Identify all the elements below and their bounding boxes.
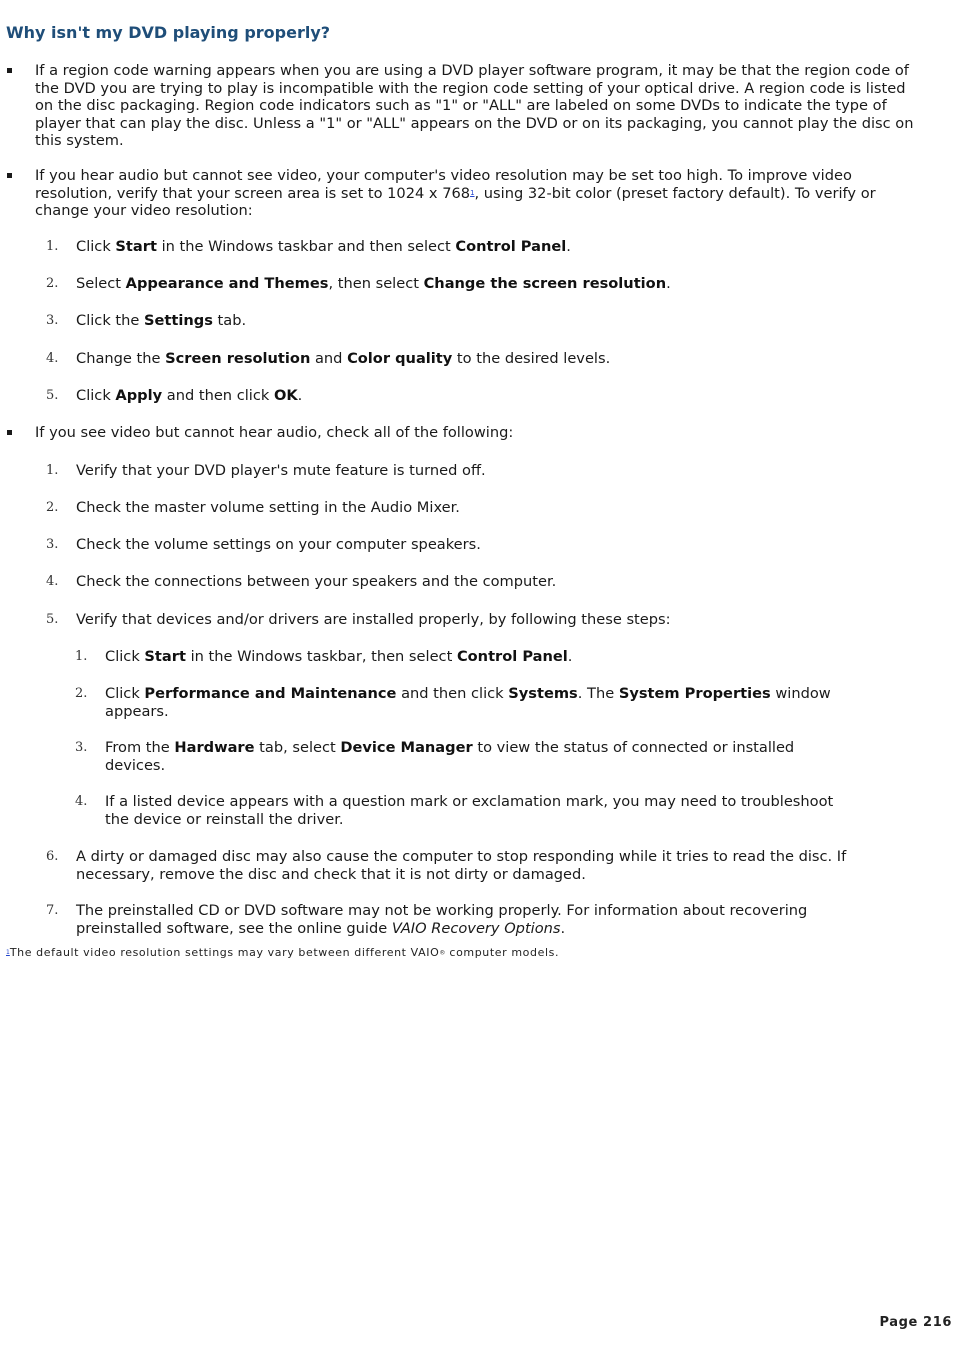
footnote-link[interactable]: 1 (470, 188, 475, 197)
bullet-marker (7, 68, 12, 73)
bullet-text: If a region code warning appears when you are using a DVD player software program, it may be that the region code of the DVD you are trying to play is incompatible with the region code setting of your optical drive. A region code is listed on the disc packaging. Region code indicators such as "1" or "ALL" are labeled on some DVDs to indicate the type of player that can play the disc. Unless a "1" or "ALL" appears on the DVD or on its packaging, you cannot play the disc on this system. (35, 62, 914, 149)
footnote: $^1$The default video resolution settings may vary between different VAIO® computer models. (6, 946, 560, 959)
bullet-marker (7, 173, 12, 178)
bullet-marker (7, 430, 12, 435)
footnote-marker-link[interactable]: 1 (6, 949, 10, 956)
page-number: Page 216 (879, 1315, 952, 1330)
bullet-text: If you hear audio but cannot see video, your computer's video resolution may be set too high. To improve video resolution, verify that your screen area is set to 1024 x $768^1$, using 32-bit color (preset factory default). To verify or change your video resolution: (35, 167, 876, 219)
document-page: Why isn't my DVD playing properly? If a region code warning appears when you are using a DVD player software program, it may be that the region code of the DVD you are trying to play is incompatible with the region code setting of your optical drive. A region code is listed on the disc packaging. Region code indicators such as "1" or "ALL" are labeled on some DVDs to indicate the type of player that can play the disc. Unless a "1" or "ALL" appears on the DVD or on its packaging, you cannot play the disc on this system. If you hear audio but cannot see video, your computer's video resolution may be set too high. To improve video resolution, verify that your screen area is set to 1024 x $768^1$, using 32-bit color (preset factory default). To verify or change your video resolution: 1. Click Start in the Windows taskbar and then select Control Panel. 2. Select Appearance and Themes, then select Change the screen resolution. 3. Click the Settings tab. 4. Change the Screen resolution and Color quality to the desired levels. 5. Click Apply and then click OK. If you see video but cannot hear audio, check all of the following: 1. Verify that your DVD player's mute feature is turned off. 2. Check the master volume setting in the Audio Mixer. 3. Check the volume settings on your computer speakers. 4. Check the connections between your speakers and the computer. 5. Verify that devices and/or drivers are installed properly, by following these steps: 1. Click Start in the Windows taskbar, then select Control Panel. 2. Click Performance and Maintenance and then click Systems. The System Properties window appears. 3. From the Hardware tab, select Device Manager to view the status of connected or installed devices. 4. If a listed device appears with a question mark or exclamation mark, you may need to troubleshoot the device or reinstall the driver. 6. A dirty or damaged disc may also cause the computer to stop responding while it tries to read the disc. If necessary, remove the disc and check that it is not dirty or damaged. 7. The preinstalled CD or DVD software may not be working properly. For information about recovering preinstalled software, see the online guide VAIO Recovery Options. $^1$The default video resolution settings may vary between different VAIO® computer models. Page 216 (6, 23, 952, 1330)
page-title: Why isn't my DVD playing properly? (6, 23, 331, 42)
bullet-text: If you see video but cannot hear audio, check all of the following: (35, 424, 514, 441)
